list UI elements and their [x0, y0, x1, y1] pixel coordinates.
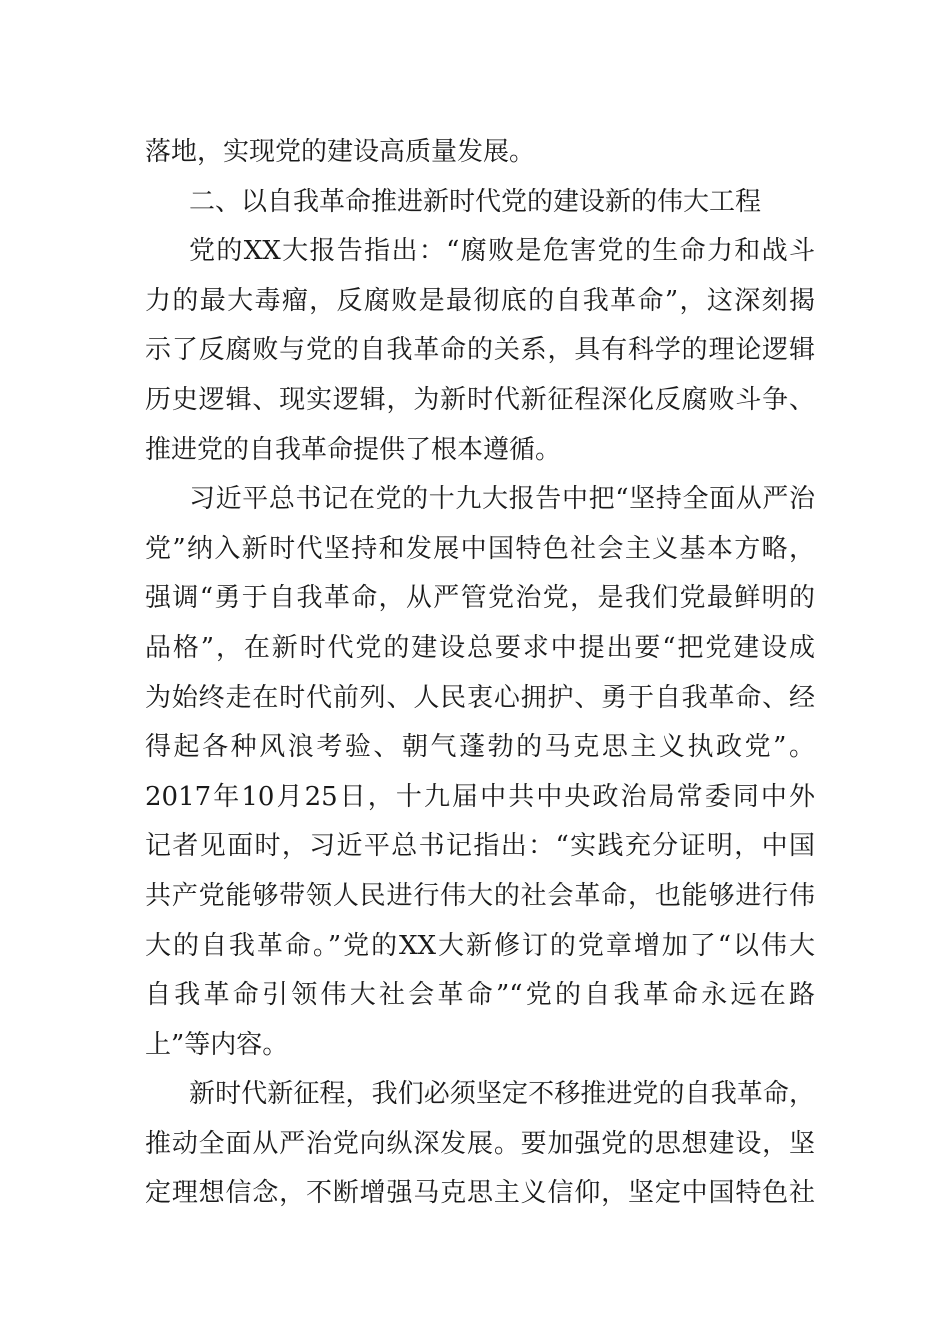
text-line: 大的自我革命。”党的XX大新修订的党章增加了“以伟大 — [145, 930, 815, 961]
section-heading: 二、以自我革命推进新时代党的建设新的伟大工程 — [189, 186, 762, 217]
text-line: 推动全面从严治党向纵深发展。要加强党的思想建设，坚 — [145, 1128, 815, 1159]
text-line: 推进党的自我革命提供了根本遵循。 — [145, 434, 562, 465]
text-line: 新时代新征程，我们必须坚定不移推进党的自我革命， — [189, 1079, 815, 1110]
text-line: 强调“勇于自我革命，从严管党治党，是我们党最鲜明的 — [145, 583, 815, 614]
text-line: 上”等内容。 — [145, 1029, 289, 1060]
text-line: 党”纳入新时代坚持和发展中国特色社会主义基本方略， — [145, 533, 815, 564]
text-line: 为始终走在时代前列、人民衷心拥护、勇于自我革命、经 — [145, 682, 815, 713]
text-line: 定理想信念，不断增强马克思主义信仰，坚定中国特色社 — [145, 1178, 815, 1209]
text-line: 示了反腐败与党的自我革命的关系，具有科学的理论逻辑 — [145, 335, 815, 366]
text-line: 共产党能够带领人民进行伟大的社会革命，也能够进行伟 — [145, 880, 815, 911]
text-line: 习近平总书记在党的十九大报告中把“坚持全面从严治 — [189, 484, 815, 515]
text-line: 2017年10月25日，十九届中共中央政治局常委同中外 — [145, 781, 815, 812]
text-line: 得起各种风浪考验、朝气蓬勃的马克思主义执政党”。 — [145, 732, 815, 763]
text-line: 党的XX大报告指出：“腐败是危害党的生命力和战斗 — [189, 236, 815, 267]
document-body — [145, 128, 815, 1219]
text-line: 品格”，在新时代党的建设总要求中提出要“把党建设成 — [145, 632, 815, 663]
text-line: 自我革命引领伟大社会革命”“党的自我革命永远在路 — [145, 980, 815, 1011]
text-line: 落地，实现党的建设高质量发展。 — [145, 137, 536, 167]
text-line: 记者见面时，习近平总书记指出：“实践充分证明，中国 — [145, 831, 815, 862]
text-line: 历史逻辑、现实逻辑，为新时代新征程深化反腐败斗争、 — [145, 384, 815, 415]
text-line: 力的最大毒瘤，反腐败是最彻底的自我革命”，这深刻揭 — [145, 285, 815, 316]
